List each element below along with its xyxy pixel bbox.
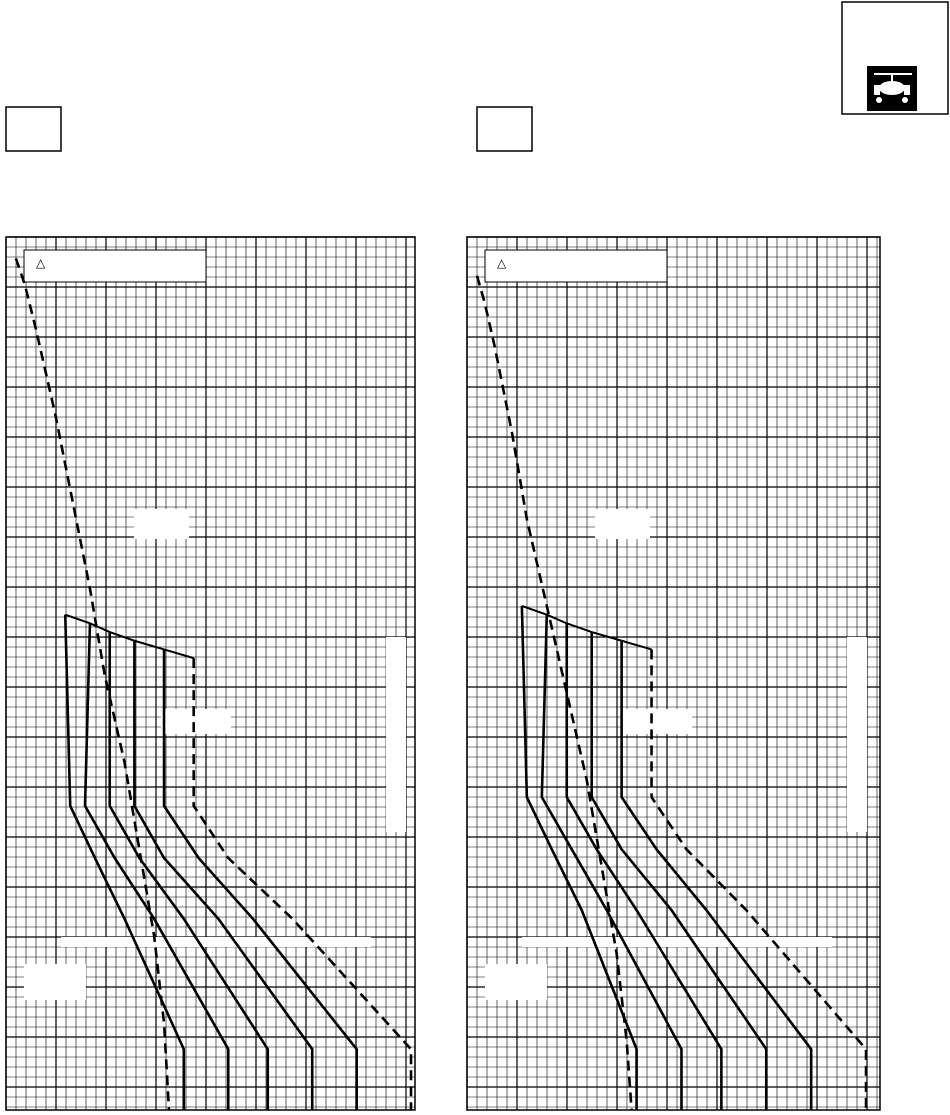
series-line-2: [522, 606, 637, 1110]
reference-line-upper: [65, 615, 193, 658]
legend-symbol: △: [36, 256, 46, 270]
helicopter-icon: [842, 2, 948, 114]
label-blank: [847, 637, 867, 832]
scale-label-strip: [522, 937, 832, 947]
series-line-3: [542, 615, 682, 1110]
legend-box: [485, 250, 667, 282]
legend-box: [24, 250, 206, 282]
label-blank: [595, 509, 650, 539]
right-tab: [477, 107, 532, 151]
left-tab: [6, 107, 61, 151]
scale-label-strip: [61, 937, 371, 947]
label-blank: [24, 964, 86, 1000]
chart-panel-right: [467, 237, 880, 1110]
label-blank: [161, 709, 231, 734]
label-blank: [622, 709, 692, 734]
label-blank: [485, 964, 547, 1000]
chart-panel-left: [6, 237, 415, 1110]
label-blank: [386, 637, 406, 832]
label-blank: [134, 509, 189, 539]
legend-symbol: △: [497, 256, 507, 270]
series-line-5: [592, 632, 767, 1110]
